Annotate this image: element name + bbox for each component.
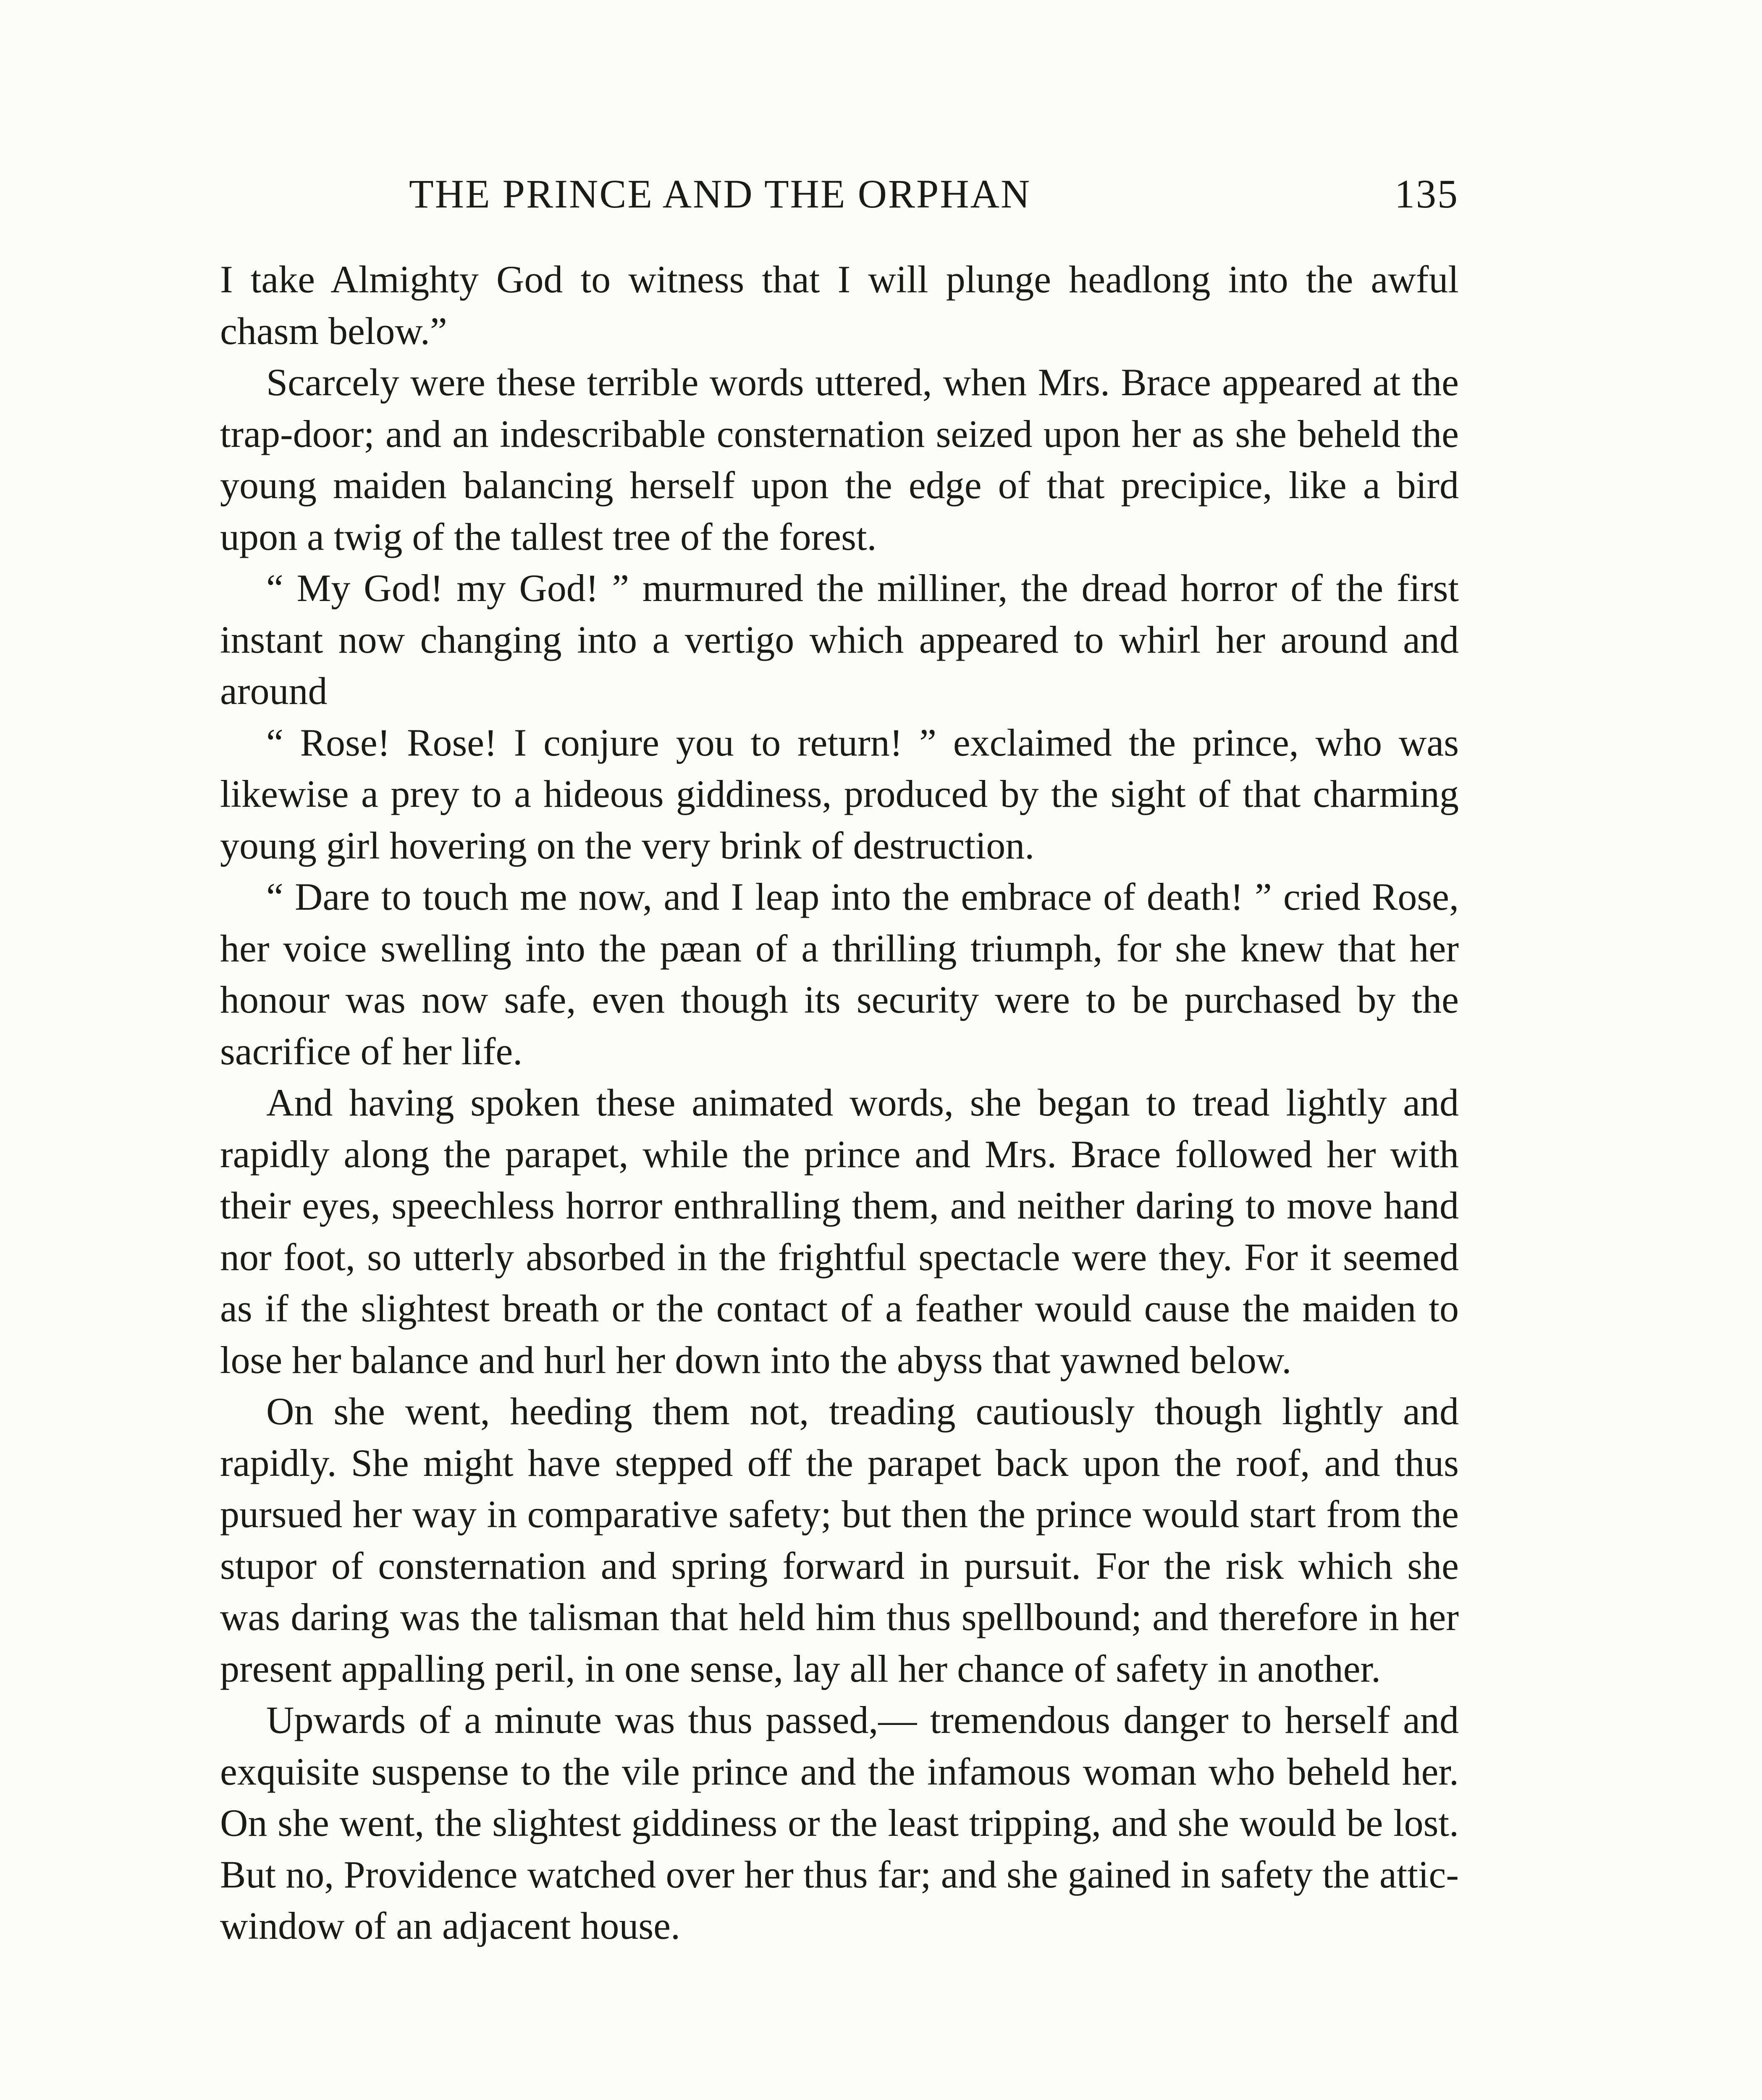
- paragraph: And having spoken these animated words, she began to tread lightly and rapidly along the parapet, while the prince and Mrs. Brace followed her with their eyes, speechless horror enthralling them, and neither daring to move hand nor foot, so utterly absorbed in the frightful spectacle were they. For it seemed as if the slightest breath or the contact of a feather would cause the maiden to lose her balance and hurl her down into the abyss that yawned below.: [220, 1081, 1459, 1381]
- page-header: [220, 165, 1459, 223]
- paragraph: Upwards of a minute was thus passed,— tremendous danger to herself and exquisite suspense to the vile prince and the infamous woman who beheld her. On she went, the slightest giddiness or the least tripping, and she would be lost. But no, Providence watched over her thus far; and she gained in safety the attic-window of an adjacent house.: [220, 1698, 1459, 1947]
- paragraph: Scarcely were these terrible words uttered, when Mrs. Brace appeared at the trap-door; and an indescribable consternation seized upon her as she beheld the young maiden balancing herself upon the edge of that precipice, like a bird upon a twig of the tallest tree of the forest.: [220, 361, 1459, 558]
- page-number: 135: [1395, 171, 1459, 216]
- running-title: THE PRINCE AND THE ORPHAN: [409, 171, 1031, 216]
- paragraph: “ My God! my God! ” murmured the milliner, the dread horror of the first instant now changing into a vertigo which appeared to whirl her around and around: [220, 567, 1459, 712]
- body-text: [220, 254, 1459, 1952]
- paragraph: “ Dare to touch me now, and I leap into the embrace of death! ” cried Rose, her voice swelling into the pæan of a thrilling triumph, for she knew that her honour was now safe, even though its security were to be purchased by the sacrifice of her life.: [220, 875, 1459, 1073]
- paragraph: I take Almighty God to witness that I will plunge headlong into the awful chasm below.”: [220, 258, 1459, 352]
- paragraph: “ Rose! Rose! I conjure you to return! ” exclaimed the prince, who was likewise a prey to a hideous giddiness, produced by the sight of that charming young girl hovering on the very brink of destruction.: [220, 721, 1459, 867]
- paragraph: On she went, heeding them not, treading cautiously though lightly and rapidly. She might have stepped off the parapet back upon the roof, and thus pursued her way in comparative safety; but then the prince would start from the stupor of consternation and spring forward in pursuit. For the risk which she was daring was the talisman that held him thus spellbound; and therefore in her present appalling peril, in one sense, lay all her chance of safety in another.: [220, 1390, 1459, 1690]
